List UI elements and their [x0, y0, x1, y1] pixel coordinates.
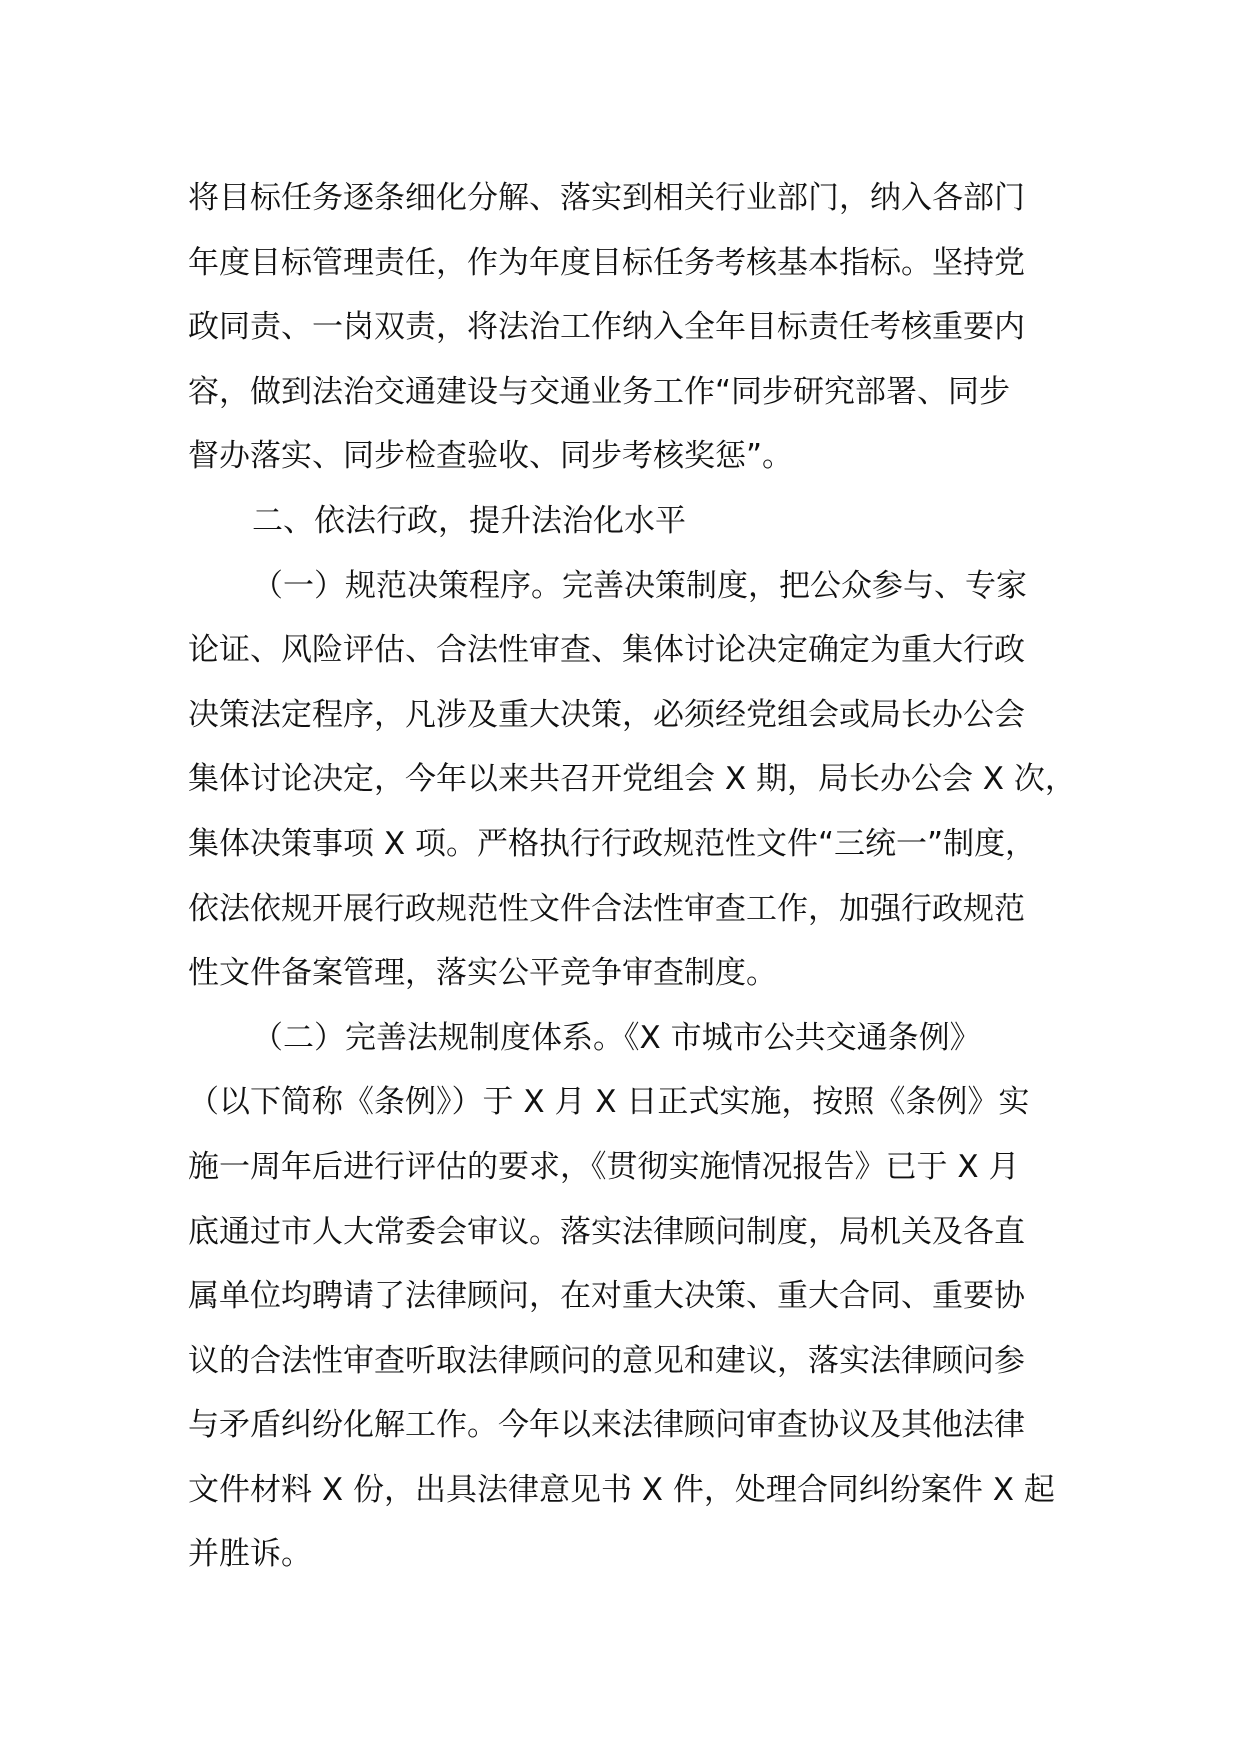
section-heading: [188, 489, 1056, 554]
text-line: 底通过市人大常委会审议。落实法律顾问制度，局机关及各直: [188, 1213, 1025, 1250]
text-line: 并胜诉。: [188, 1536, 312, 1573]
text-line: （一）规范决策程序。完善决策制度，把公众参与、专家: [252, 567, 1027, 604]
text-line: 施一周年后进行评估的要求，《贯彻实施情况报告》已于 X 月: [188, 1148, 1020, 1185]
paragraph-decision-procedure: [188, 554, 1076, 1006]
text-line: 议的合法性审查听取法律顾问的意见和建议，落实法律顾问参: [188, 1342, 1025, 1379]
text-line: 依法依规开展行政规范性文件合法性审查工作，加强行政规范: [188, 890, 1025, 927]
paragraph-target-responsibility: [188, 166, 1056, 489]
text-line: 政同责、一岗双责，将法治工作纳入全年目标责任考核重要内: [188, 309, 1025, 346]
text-line: （二）完善法规制度体系。《X 市城市公共交通条例》: [252, 1019, 981, 1056]
text-line: 容，做到法治交通建设与交通业务工作“同步研究部署、同步: [188, 373, 1011, 410]
paragraph-regulation-system: [188, 1006, 1056, 1587]
text-line: 集体讨论决定，今年以来共召开党组会 X 期，局长办公会 X 次，: [188, 761, 1076, 798]
text-line: 年度目标管理责任，作为年度目标任务考核基本指标。坚持党: [188, 244, 1025, 281]
section-heading-text: 二、依法行政，提升法治化水平: [252, 502, 686, 539]
text-line: 将目标任务逐条细化分解、落实到相关行业部门，纳入各部门: [188, 180, 1025, 216]
text-line: 集体决策事项 X 项。严格执行行政规范性文件“三统一”制度，: [188, 825, 1037, 862]
text-line: 属单位均聘请了法律顾问，在对重大决策、重大合同、重要协: [188, 1278, 1025, 1315]
text-line: 督办落实、同步检查验收、同步考核奖惩”。: [188, 438, 794, 475]
text-line: （以下简称《条例》）于 X 月 X 日正式实施，按照《条例》实: [188, 1084, 1030, 1121]
text-line: 文件材料 X 份，出具法律意见书 X 件，处理合同纠纷案件 X 起: [188, 1471, 1055, 1508]
text-line: 决策法定程序，凡涉及重大决策，必须经党组会或局长办公会: [188, 696, 1025, 733]
text-line: 性文件备案管理，落实公平竞争审查制度。: [188, 955, 777, 992]
text-line: 与矛盾纠纷化解工作。今年以来法律顾问审查协议及其他法律: [188, 1407, 1025, 1444]
document-body: [188, 166, 1076, 1587]
text-line: 论证、风险评估、合法性审查、集体讨论决定确定为重大行政: [188, 632, 1025, 669]
